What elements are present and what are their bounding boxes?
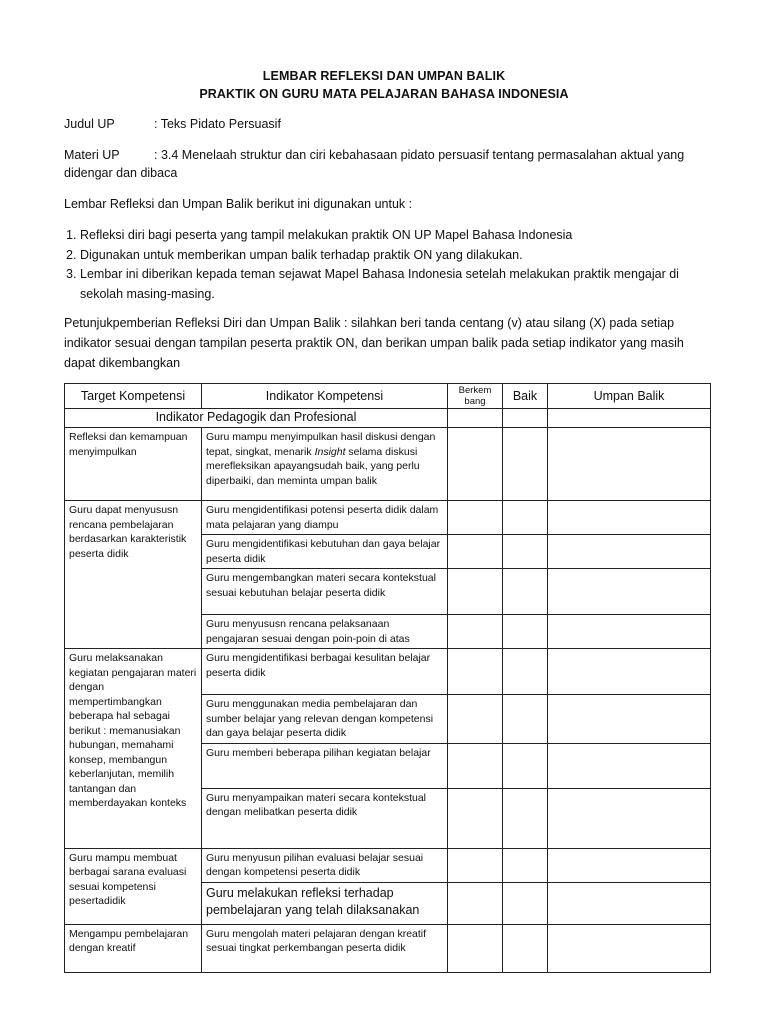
umpan-balik-cell[interactable]: [548, 569, 711, 615]
berkembang-cell[interactable]: [448, 924, 503, 972]
target-cell: Mengampu pembelajaran dengan kreatif: [65, 924, 202, 972]
baik-cell[interactable]: [503, 695, 548, 744]
usage-list: [64, 226, 724, 304]
baik-cell[interactable]: [503, 649, 548, 695]
umpan-balik-cell[interactable]: [548, 743, 711, 788]
target-cell: Guru dapat menyususn rencana pembelajaran berdasarkan karakteristik peserta didik: [65, 501, 202, 649]
baik-cell[interactable]: [503, 428, 548, 501]
header-umpan-balik: Umpan Balik: [548, 384, 711, 409]
berkembang-cell[interactable]: [448, 569, 503, 615]
header-indikator: Indikator Kompetensi: [202, 384, 448, 409]
baik-cell[interactable]: [503, 615, 548, 649]
table-row: [65, 649, 711, 695]
materi-value-continued: didengar dan dibaca: [64, 166, 178, 180]
baik-cell[interactable]: [503, 569, 548, 615]
berkembang-cell[interactable]: [448, 649, 503, 695]
indikator-cell: Guru mengolah materi pelajaran dengan kreatif sesuai tingkat perkembangan peserta didik: [202, 924, 448, 972]
baik-cell[interactable]: [503, 788, 548, 848]
target-cell: Guru melaksanakan kegiatan pengajaran materi dengan mempertimbangkan beberapa hal sebagai berikut : memanusiakan hubungan, memahami konsep, membangun keberlanjutan, memilih tantangan dan memberdayakan konteks: [65, 649, 202, 849]
umpan-balik-cell[interactable]: [548, 695, 711, 744]
indikator-cell: Guru menyususn rencana pelaksanaan pengajaran sesuai dengan poin-poin di atas: [202, 615, 448, 649]
umpan-balik-cell[interactable]: [548, 535, 711, 569]
list-item: 3. Lembar ini diberikan kepada teman sejawat Mapel Bahasa Indonesia setelah melakukan praktik mengajar di sekolah masing-masing.: [66, 267, 679, 301]
berkembang-cell[interactable]: [448, 615, 503, 649]
baik-cell[interactable]: [503, 535, 548, 569]
baik-cell[interactable]: [503, 882, 548, 924]
list-item: 2. Digunakan untuk memberikan umpan balik terhadap praktik ON yang dilakukan.: [66, 247, 523, 262]
indikator-cell: Guru mengidentifikasi berbagai kesulitan belajar peserta didik: [202, 649, 448, 695]
baik-cell[interactable]: [503, 924, 548, 972]
umpan-balik-cell[interactable]: [548, 409, 711, 428]
umpan-balik-cell[interactable]: [548, 649, 711, 695]
section-row: [65, 409, 711, 428]
header-target: Target Kompetensi: [65, 384, 202, 409]
table-row: [65, 924, 711, 972]
umpan-balik-cell[interactable]: [548, 428, 711, 501]
indikator-cell: Guru menyusun pilihan evaluasi belajar sesuai dengan kompetensi peserta didik: [202, 848, 448, 882]
usage-heading: Lembar Refleksi dan Umpan Balik berikut ini digunakan untuk :: [64, 197, 413, 211]
target-cell: Guru mampu membuat berbagai sarana evaluasi sesuai kompetensi pesertadidik: [65, 848, 202, 924]
indikator-cell: Guru menggunakan media pembelajaran dan sumber belajar yang relevan dengan kompetensi dan gaya belajar peserta didik: [202, 695, 448, 744]
umpan-balik-cell[interactable]: [548, 501, 711, 535]
berkembang-cell[interactable]: [448, 788, 503, 848]
baik-cell[interactable]: [503, 743, 548, 788]
competency-table: [64, 383, 711, 973]
umpan-balik-cell[interactable]: [548, 788, 711, 848]
instructions: [64, 313, 714, 373]
berkembang-cell[interactable]: [448, 882, 503, 924]
table-row: [65, 848, 711, 882]
umpan-balik-cell[interactable]: [548, 615, 711, 649]
baik-cell[interactable]: [503, 501, 548, 535]
indikator-cell: Guru memberi beberapa pilihan kegiatan belajar: [202, 743, 448, 788]
judul-value: : Teks Pidato Persuasif: [154, 117, 281, 131]
berkembang-cell[interactable]: [448, 409, 503, 428]
document-subtitle: PRAKTIK ON GURU MATA PELAJARAN BAHASA INDONESIA: [199, 87, 569, 101]
instructions-label: Petunjukpemberian Refleksi Diri dan Umpan Balik :: [64, 316, 348, 330]
table-header-row: [65, 384, 711, 409]
umpan-balik-cell[interactable]: [548, 924, 711, 972]
umpan-balik-cell[interactable]: [548, 848, 711, 882]
table-row: [65, 501, 711, 535]
materi-value: : 3.4 Menelaah struktur dan ciri kebahasaan pidato persuasif tentang permasalahan aktual yang: [154, 148, 685, 162]
judul-label: Judul UP: [64, 117, 115, 131]
berkembang-cell[interactable]: [448, 695, 503, 744]
instructions-text: silahkan beri tanda centang (v) atau silang (X) pada setiap indikator sesuai dengan tampilan peserta praktik ON, dan berikan umpan balik pada setiap indikator yang masih dapat dikembangkan: [64, 316, 684, 370]
indikator-cell: Guru mengidentifikasi potensi peserta didik dalam mata pelajaran yang diampu: [202, 501, 448, 535]
indikator-cell: Guru melakukan refleksi terhadap pembelajaran yang telah dilaksanakan: [202, 882, 448, 924]
berkembang-cell[interactable]: [448, 428, 503, 501]
berkembang-cell[interactable]: [448, 501, 503, 535]
materi-label: Materi UP: [64, 148, 120, 162]
list-item: 1. Refleksi diri bagi peserta yang tampil melakukan praktik ON UP Mapel Bahasa Indonesia: [66, 228, 573, 242]
indikator-cell: Guru mengidentifikasi kebutuhan dan gaya belajar peserta didik: [202, 535, 448, 569]
document-title: LEMBAR REFLEKSI DAN UMPAN BALIK: [262, 69, 506, 83]
berkembang-cell[interactable]: [448, 848, 503, 882]
berkembang-cell[interactable]: [448, 743, 503, 788]
berkembang-cell[interactable]: [448, 535, 503, 569]
baik-cell[interactable]: [503, 409, 548, 428]
umpan-balik-cell[interactable]: [548, 882, 711, 924]
indikator-cell: Guru menyampaikan materi secara kontekstual dengan melibatkan peserta didik: [202, 788, 448, 848]
header-berkembang: Berkem bang: [448, 384, 503, 409]
baik-cell[interactable]: [503, 848, 548, 882]
section-title: Indikator Pedagogik dan Profesional: [65, 409, 448, 428]
target-cell: Refleksi dan kemampuan menyimpulkan: [65, 428, 202, 501]
indikator-cell: Guru mengembangkan materi secara kontekstual sesuai kebutuhan belajar peserta didik: [202, 569, 448, 615]
table-row: [65, 428, 711, 501]
indikator-cell: Guru mampu menyimpulkan hasil diskusi dengan tepat, singkat, menarik Insight selama diskusi merefleksikan apayangsudah baik, yang perlu diperbaiki, dan meminta umpan balik: [202, 428, 448, 501]
header-baik: Baik: [503, 384, 548, 409]
